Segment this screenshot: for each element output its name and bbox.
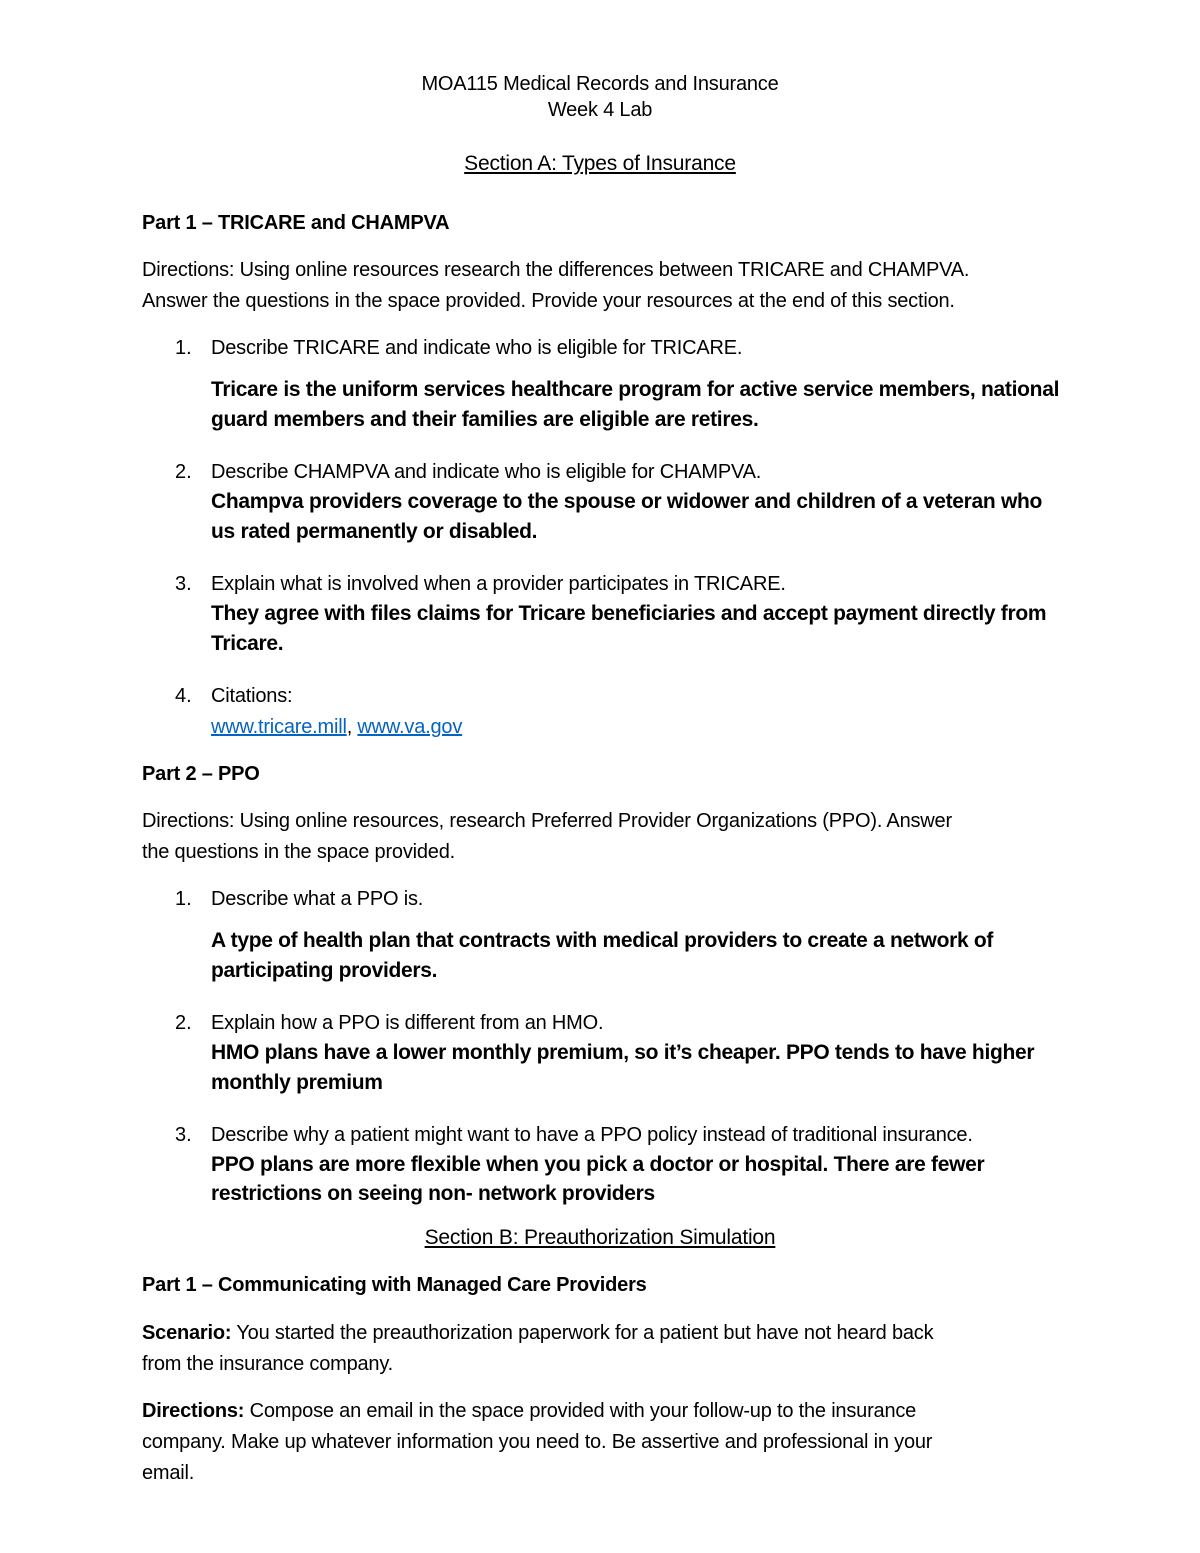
course-title: MOA115 Medical Records and Insurance <box>421 73 779 95</box>
part1-q1-answer-line1: Tricare is the uniform services healthcare program for active service members, national <box>211 378 1060 401</box>
email-directions-line1 <box>142 1399 916 1423</box>
part2-q3-answer-line1: PPO plans are more flexible when you pick a doctor or hospital. There are fewer <box>211 1153 985 1176</box>
part2-heading: Part 2 – PPO <box>142 763 260 785</box>
part1-q1-answer-line2: guard members and their families are eligible are retires. <box>211 408 759 431</box>
part2-q2-number: 2. <box>175 1012 192 1034</box>
part2-q1-question: Describe what a PPO is. <box>211 888 424 910</box>
part1-q3-question: Explain what is involved when a provider participates in TRICARE. <box>211 573 786 595</box>
scenario-line1 <box>142 1321 933 1345</box>
part1-q1-question: Describe TRICARE and indicate who is eligible for TRICARE. <box>211 337 743 359</box>
part1-q3-answer-line2: Tricare. <box>211 632 284 655</box>
part2-directions-line1: Directions: Using online resources, research Preferred Provider Organizations (PPO). Answer <box>142 810 952 832</box>
email-directions-line2: company. Make up whatever information you need to. Be assertive and professional in your <box>142 1431 933 1453</box>
email-directions-text: Compose an email in the space provided with your follow-up to the insurance <box>244 1400 917 1422</box>
email-directions-line3: email. <box>142 1462 195 1484</box>
part2-q2-answer-line1: HMO plans have a lower monthly premium, so it’s cheaper. PPO tends to have higher <box>211 1041 1035 1064</box>
part1-directions-line1: Directions: Using online resources research the differences between TRICARE and CHAMPVA. <box>142 259 970 281</box>
section-b-part1-heading: Part 1 – Communicating with Managed Care Providers <box>142 1274 647 1296</box>
scenario-label: Scenario: <box>142 1322 232 1344</box>
citation-link-tricare[interactable]: www.tricare.mill <box>211 716 347 738</box>
part2-q1-number: 1. <box>175 888 192 910</box>
part1-heading: Part 1 – TRICARE and CHAMPVA <box>142 212 450 234</box>
part2-q2-question: Explain how a PPO is different from an HMO. <box>211 1012 604 1034</box>
section-b-title: Section B: Preauthorization Simulation <box>424 1226 776 1249</box>
part2-q3-number: 3. <box>175 1124 192 1146</box>
citation-separator: , <box>346 716 358 738</box>
citations-label: Citations: <box>211 685 293 707</box>
part2-q1-answer-line2: participating providers. <box>211 959 438 982</box>
section-a-title: Section A: Types of Insurance <box>464 152 736 175</box>
citation-link-va[interactable]: www.va.gov <box>357 716 463 738</box>
email-directions-label: Directions: <box>142 1400 245 1422</box>
scenario-text: You started the preauthorization paperwork for a patient but have not heard back <box>231 1322 934 1344</box>
part1-q1-number: 1. <box>175 337 192 359</box>
part2-q3-question: Describe why a patient might want to have a PPO policy instead of traditional insurance. <box>211 1124 973 1146</box>
scenario-line2: from the insurance company. <box>142 1353 394 1375</box>
part1-q3-number: 3. <box>175 573 192 595</box>
part1-q3-answer-line1: They agree with files claims for Tricare beneficiaries and accept payment directly from <box>211 602 1047 625</box>
part1-q2-number: 2. <box>175 461 192 483</box>
part2-q3-answer-line2: restrictions on seeing non- network providers <box>211 1182 655 1205</box>
part2-q1-answer-line1: A type of health plan that contracts with medical providers to create a network of <box>211 929 994 952</box>
part1-directions-line2: Answer the questions in the space provided. Provide your resources at the end of this section. <box>142 290 955 312</box>
lab-title: Week 4 Lab <box>547 99 653 121</box>
part1-q4-number: 4. <box>175 685 192 707</box>
part1-q2-answer-line1: Champva providers coverage to the spouse or widower and children of a veteran who <box>211 490 1043 513</box>
part1-q2-question: Describe CHAMPVA and indicate who is eligible for CHAMPVA. <box>211 461 762 483</box>
part1-q2-answer-line2: us rated permanently or disabled. <box>211 520 538 543</box>
part2-q2-answer-line2: monthly premium <box>211 1071 383 1094</box>
part2-directions-line2: the questions in the space provided. <box>142 841 456 863</box>
citations-links <box>211 715 462 739</box>
